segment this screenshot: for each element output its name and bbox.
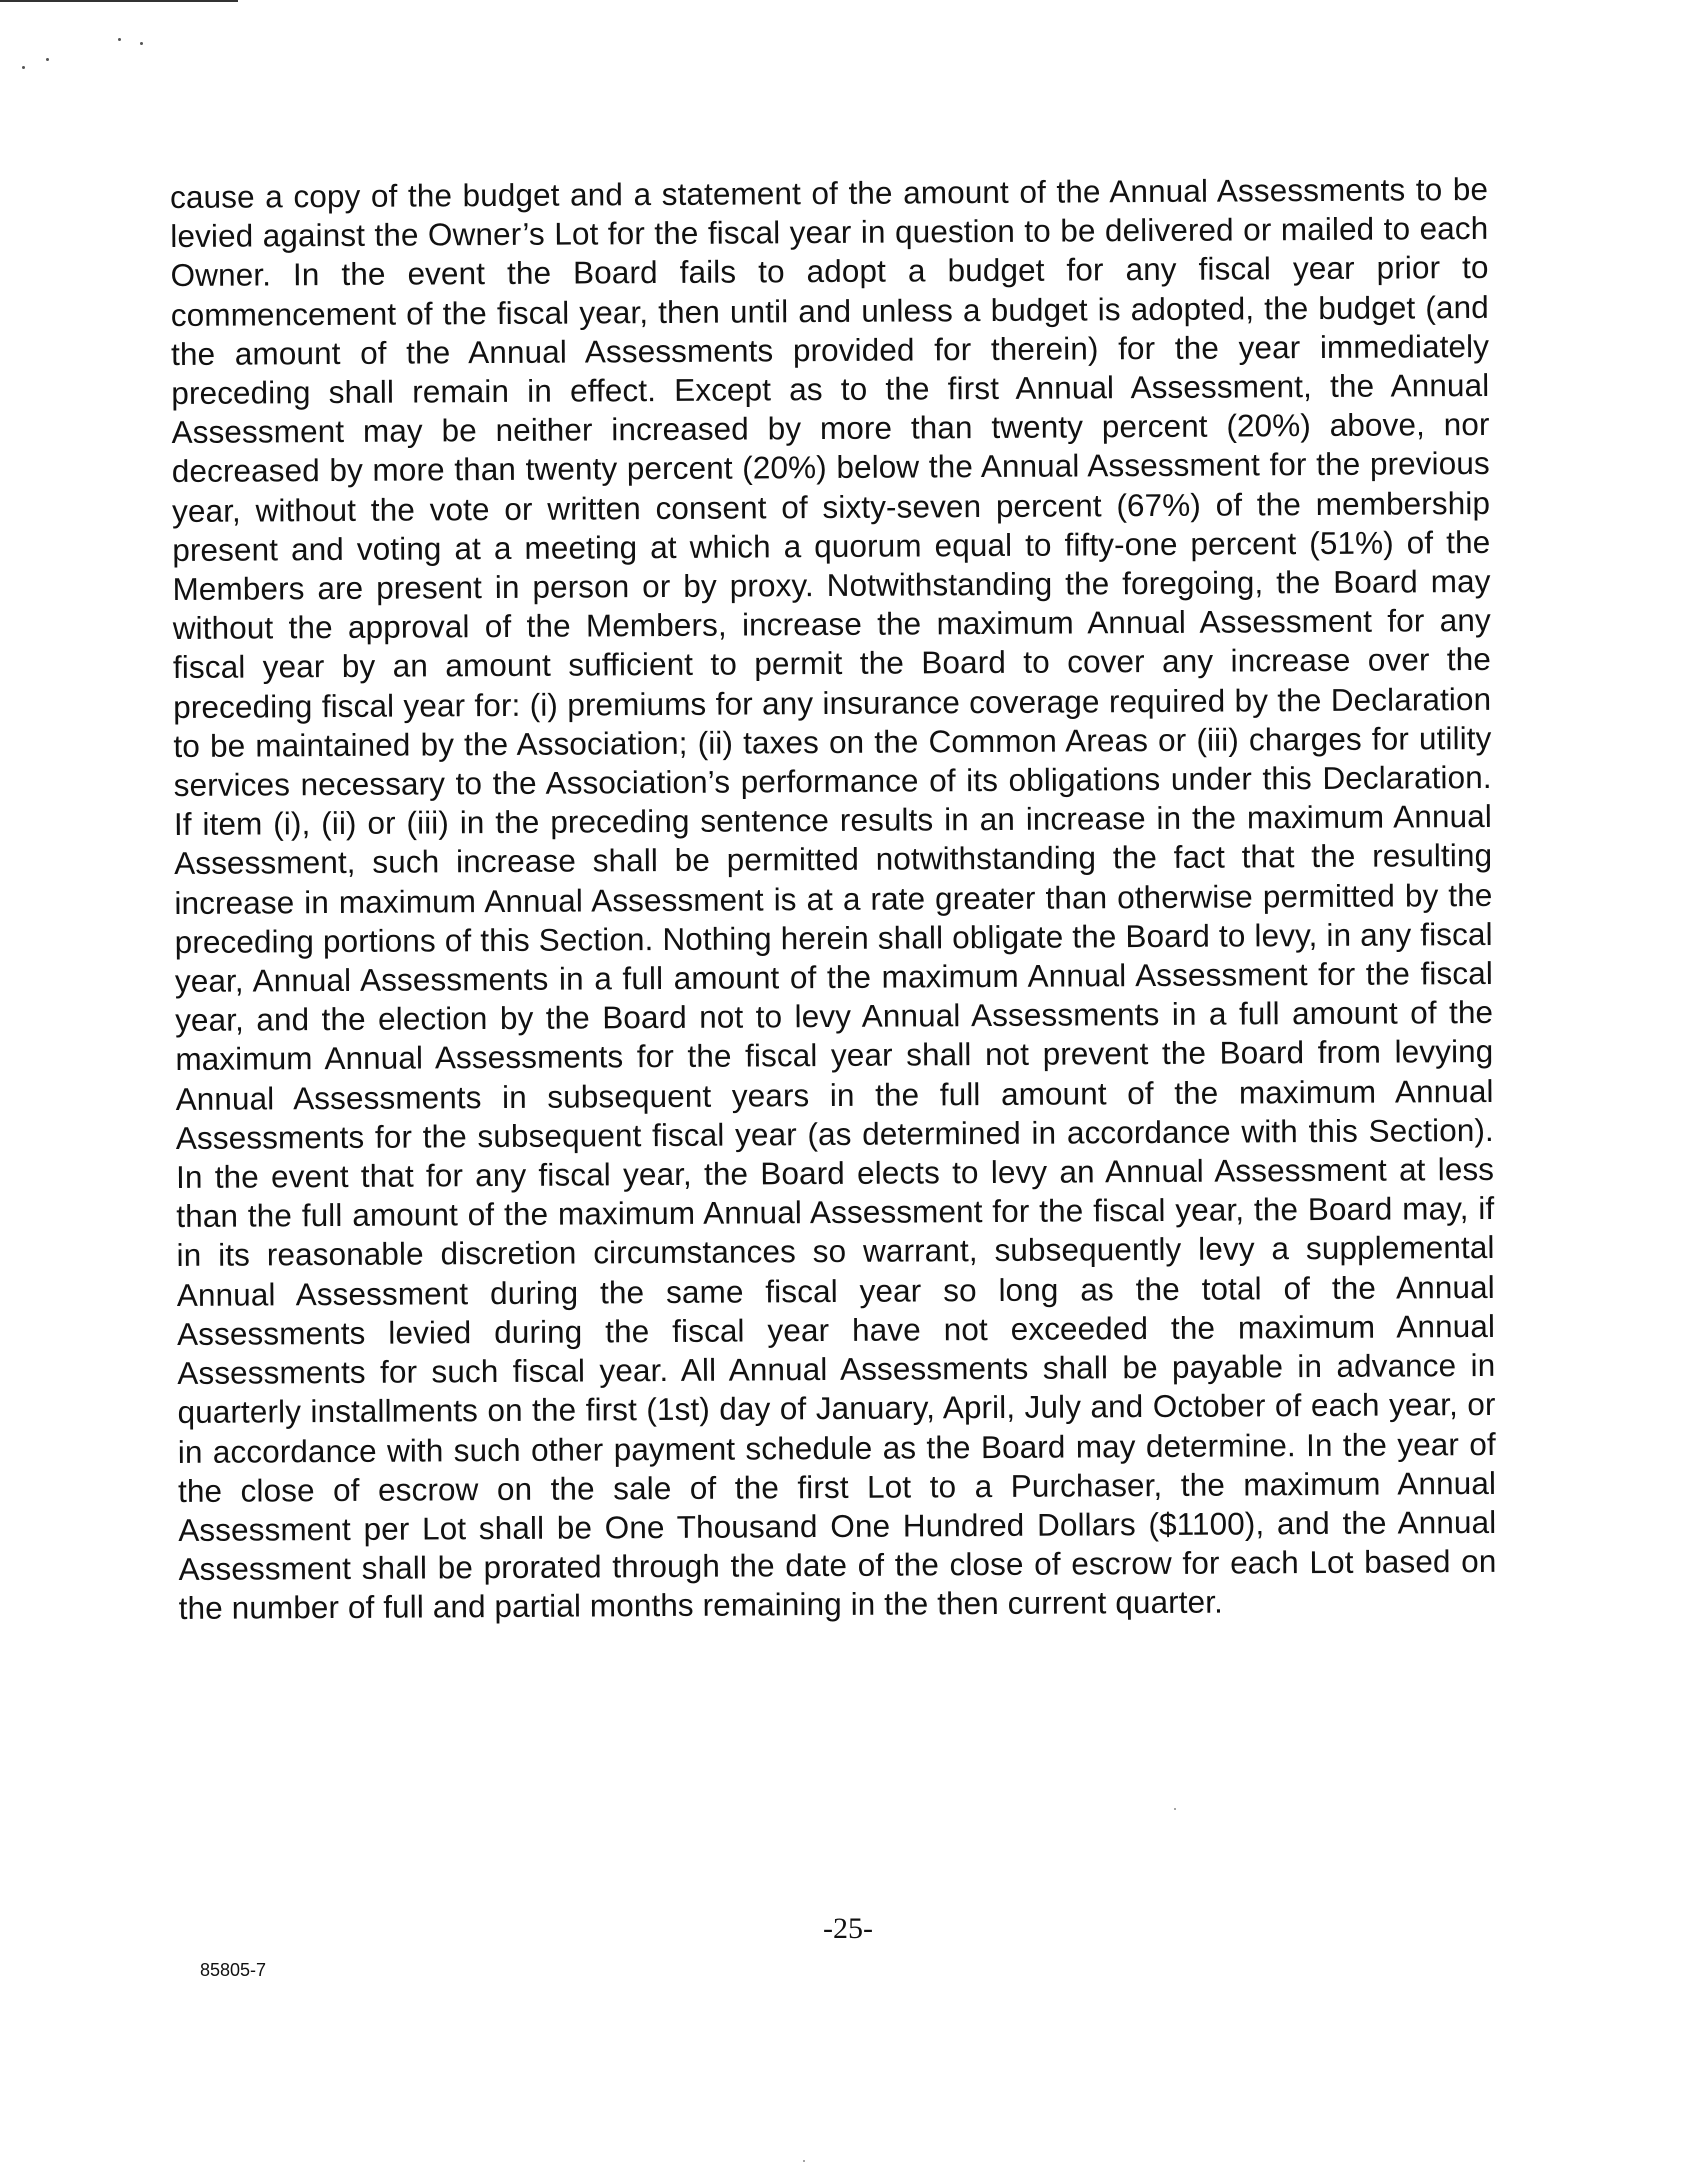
scan-edge-line <box>0 0 238 2</box>
body-paragraph: cause a copy of the budget and a statement of the amount of the Annual Assessments to be levied against the Owner’s Lot for the fiscal year in question to be delivered or mailed to each Owner. In the event the Board fails to adopt a budget for any fiscal year prior to commencement of the fiscal year, then until and unless a budget is adopted, the budget (and the amount of the Annual Assessments provided for therein) for the year immediately preceding shall remain in effect. Except as to the first Annual Assessment, the Annual Assessment may be neither increased by more than twenty percent (20%) above, nor decreased by more than twenty percent (20%) below the Annual Assessment for the previous year, without the vote or written consent of sixty-seven percent (67%) of the membership present and voting at a meeting at which a quorum equal to fifty-one percent (51%) of the Members are present in person or by proxy. Notwithstanding the foregoing, the Board may without the approval of the Members, increase the maximum Annual Assessment for any fiscal year by an amount sufficient to permit the Board to cover any increase over the preceding fiscal year for: (i) premiums for any insurance coverage required by the Declaration to be maintained by the Association; (ii) taxes on the Common Areas or (iii) charges for utility services necessary to the Association’s performance of its obligations under this Declaration. If item (i), (ii) or (iii) in the preceding sentence results in an increase in the maximum Annual Assessment, such increase shall be permitted notwithstanding the fact that the resulting increase in maximum Annual Assessment is at a rate greater than otherwise permitted by the preceding portions of this Section. Nothing herein shall obligate the Board to levy, in any fiscal year, Annual Assessments in a full amount of the maximum Annual Assessment for the fiscal year, and the election by the Board not to levy Annual Assessments in a full amount of the maximum Annual Assessments for the fiscal year shall not prevent the Board from levying Annual Assessments in subsequent years in the full amount of the maximum Annual Assessments for the subsequent fiscal year (as determined in accordance with this Section). In the event that for any fiscal year, the Board elects to levy an Annual Assessment at less than the full amount of the maximum Annual Assessment for the fiscal year, the Board may, if in its reasonable discretion circumstances so warrant, subsequently levy a supplemental Annual Assessment during the same fiscal year so long as the total of the Annual Assessments levied during the fiscal year have not exceeded the maximum Annual Assessments for such fiscal year. All Annual Assessments shall be payable in advance in quarterly installments on the first (1st) day of January, April, July and October of each year, or in accordance with such other payment schedule as the Board may determine. In the year of the close of escrow on the sale of the first Lot to a Purchaser, the maximum Annual Assessment per Lot shall be One Thousand One Hundred Dollars ($1100), and the Annual Assessment shall be prorated through the date of the close of escrow for each Lot based on the number of full and partial months remaining in the then current quarter. <box>170 170 1497 1627</box>
page-number: -25- <box>823 1912 873 1945</box>
scan-speck <box>46 58 49 61</box>
scan-speck <box>118 38 121 41</box>
scan-speck <box>1174 1808 1176 1810</box>
document-code: 85805-7 <box>200 1960 267 1980</box>
scan-speck <box>140 42 143 45</box>
scan-speck <box>22 66 25 69</box>
scan-speck <box>803 2160 805 2162</box>
